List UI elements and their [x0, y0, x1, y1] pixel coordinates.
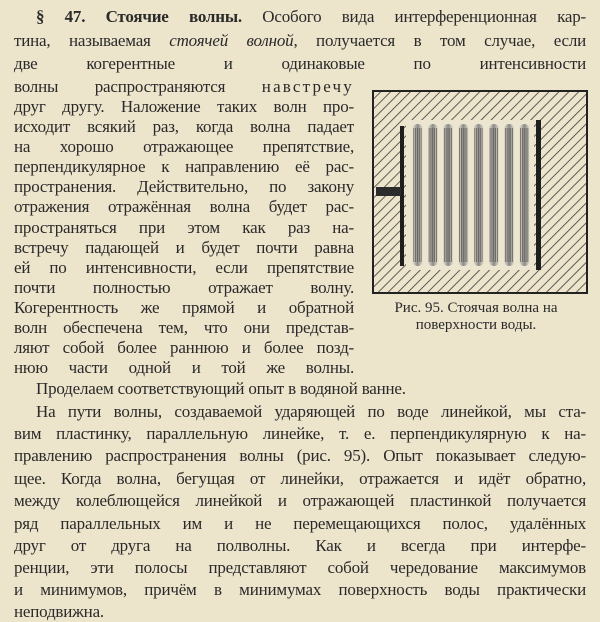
text-line-27: ренции, эти полосы представляют собой чередование максимумов — [14, 558, 586, 577]
text-line-16: волн обеспечена тем, что они представ- — [14, 318, 354, 337]
text-line-3: две когерентные и одинаковые по интенсивности — [14, 54, 586, 73]
standing-wave-figure — [372, 90, 588, 294]
text-line-22: правлению распространения волны (рис. 95). Опыт показывает следую- — [14, 446, 586, 465]
text-line-23: щее. Когда волна, бегущая от линейки, отражается и идёт обратно, — [14, 469, 586, 488]
text-line-5: друг другу. Наложение таких волн про- — [14, 97, 354, 116]
reflecting-plate — [536, 120, 541, 270]
text-line-8: перпендикулярное к направлению её рас- — [14, 157, 354, 176]
text-line-29: неподвижна. — [14, 602, 104, 621]
text-line-6: исходит всякий раз, когда волна падает — [14, 117, 354, 136]
text-line-12: встречу падающей и будет почти равна — [14, 238, 354, 257]
ruler-holder — [376, 187, 401, 196]
text-line-13: ей по интенсивности, если препятствие — [14, 258, 354, 277]
text-line-7: на хорошо отражающее препятствие, — [14, 137, 354, 156]
text-line-11: пространяться при этом как раз на- — [14, 218, 354, 237]
text-line-17: ляют собой более раннюю и более позд- — [14, 338, 354, 357]
text-line-24: между колеблющейся линейкой и отражающей пластинкой получается — [14, 491, 586, 510]
text-line-1: § 47. Стоячие волны. Особого вида интерференционная кар- — [36, 7, 586, 26]
term-standing-wave: стоячей волной — [169, 31, 294, 50]
text-line-25: ряд параллельных им и не перемещающихся полос, удалённых — [14, 514, 586, 533]
text-line-9: пространения. Действительно, по закону — [14, 177, 354, 196]
text-line-4: волны распространяются навстречу — [14, 77, 354, 96]
section-heading: § 47. Стоячие волны. — [36, 7, 242, 26]
text-line-20: На пути волны, создаваемой ударяющей по воде линейкой, мы ста- — [36, 402, 586, 421]
text-line-10: отражения отражённая волна будет рас- — [14, 197, 354, 216]
text-line-15: Когерентность же прямой и обратной — [14, 298, 354, 317]
figure-caption: Рис. 95. Стоячая волна на поверхности воды. — [394, 300, 558, 333]
text-line-14: почти полностью отражает волну. — [14, 278, 354, 297]
text-line-28: и минимумов, причём в минимумах поверхность воды практически — [14, 580, 586, 599]
text-line-26: друг от друга на полволны. Как и всегда при интерфе- — [14, 536, 586, 555]
text-line-18: нюю части одной и той же волны. — [14, 358, 354, 377]
text-line-19: Проделаем соответствующий опыт в водяной ванне. — [36, 379, 406, 398]
text-line-21: вим пластинку, параллельную линейке, т. е. перпендикулярную к на- — [14, 424, 586, 443]
text-line-2: тина, называемая стоячей волной, получается в том случае, если — [14, 31, 586, 50]
